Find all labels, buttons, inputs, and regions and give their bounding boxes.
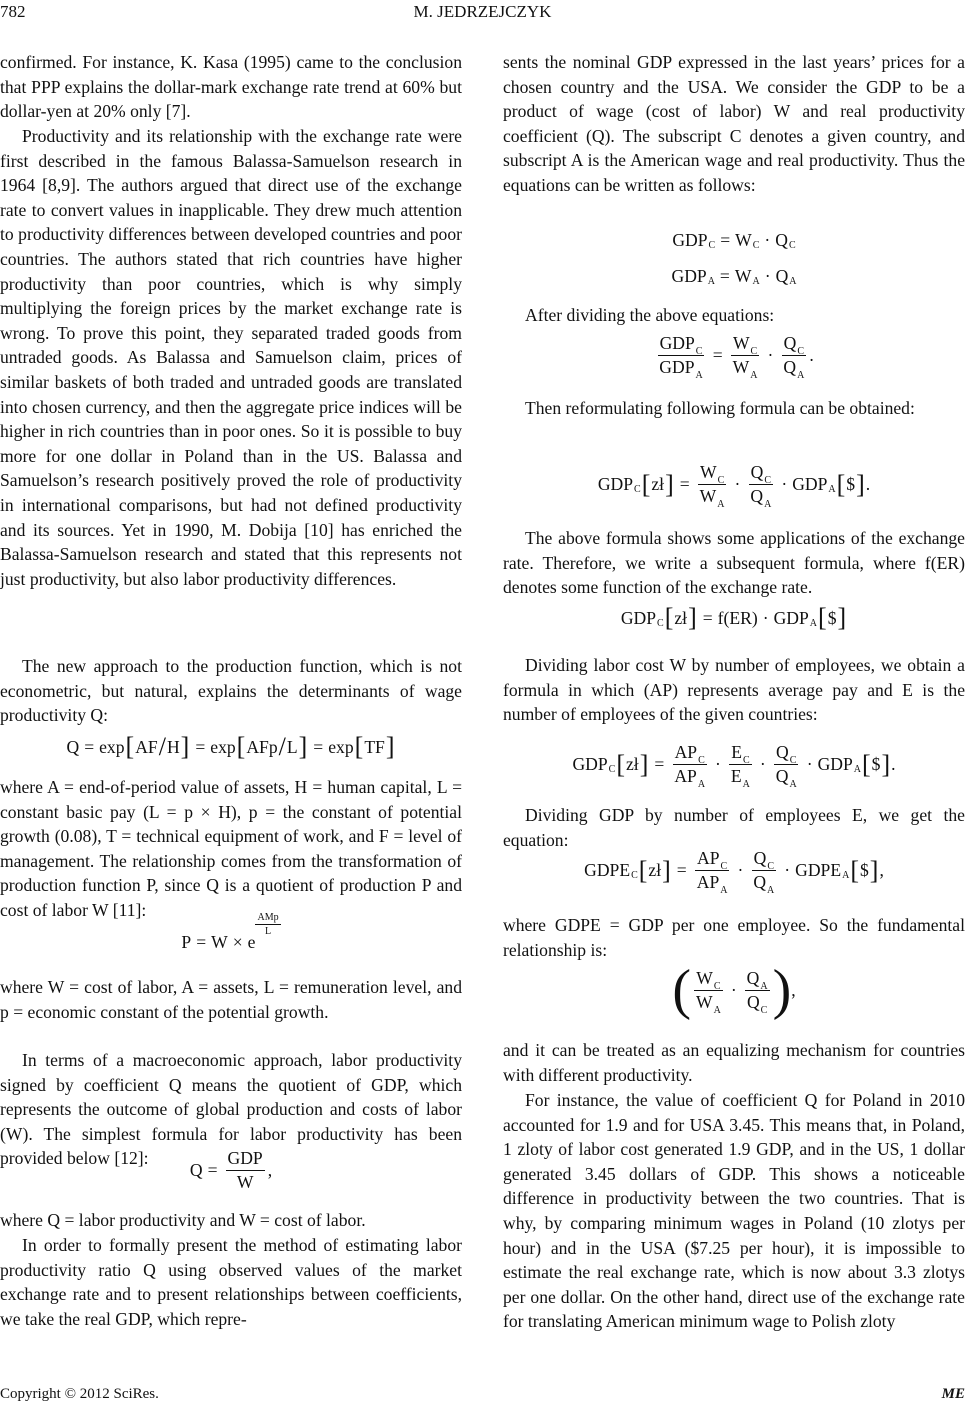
equation-subscript: C [767, 861, 774, 872]
equation-term: GDP [597, 474, 634, 494]
equation-bracket: ] [665, 469, 674, 499]
equation-term: e [247, 932, 256, 952]
equation-bracket: [ [236, 732, 246, 761]
equation-term: Q [783, 333, 797, 353]
equation-subscript: C [789, 755, 797, 766]
equation-term: W [699, 486, 717, 506]
equation-bracket: ] [856, 469, 865, 499]
equation-term: $ [860, 860, 869, 880]
paragraph: In terms of a macroeconomic approach, labor productivity signed by coefficient Q means the quotient of GDP, which represents the outcome of global production and costs of labor (W). The simplest formula for labor productivity has been provided below [12]: [0, 1050, 462, 1169]
equation-bracket: [ [850, 855, 859, 885]
equation-term: H [166, 736, 180, 757]
equation-bracket: [ [125, 732, 135, 761]
equation-operator: · [781, 474, 788, 494]
equation-subscript: A [717, 499, 725, 510]
equation-term: Q [750, 462, 764, 482]
equation-term: GDP [572, 754, 608, 774]
equation-subscript: C [720, 861, 728, 872]
fraction-denominator [695, 871, 730, 896]
equation-term: W [734, 266, 752, 286]
equation-term: GDPE [795, 860, 842, 880]
equation-bracket: ] [869, 855, 879, 885]
equation-subscript: A [797, 370, 805, 381]
equation-fraction [694, 967, 723, 1016]
equation [503, 333, 965, 381]
paragraph: In order to formally present the method of estimating labor productivity ratio Q using observed values of the market exchange rate and to present relationships between coefficients, we take the real GDP, which repre- [0, 1235, 462, 1329]
equation-subscript: A [789, 779, 797, 790]
equation-operator: = [195, 736, 206, 757]
equation-exponent [255, 912, 280, 937]
fraction-denominator [751, 871, 776, 896]
equation-term: GDP [659, 357, 695, 377]
equation-bracket: [ [664, 603, 674, 632]
fraction-denominator [263, 925, 273, 937]
fraction-numerator [729, 742, 751, 765]
equation-term: $ [827, 607, 837, 628]
fraction-denominator [729, 765, 752, 790]
equation-term: AP [674, 766, 697, 786]
equation-term: GDP [227, 1148, 263, 1168]
equation [503, 742, 965, 790]
equation-subscript: A [695, 370, 703, 381]
equation-operator: · [762, 607, 769, 628]
paragraph: Dividing labor cost W by number of employees, we obtain a formula in which (AP) represents average pay and E is the number of employees of the given countries: [503, 655, 965, 725]
equation-term: W [735, 230, 752, 250]
equation-term: W [699, 462, 717, 482]
equation-subscript: A [720, 885, 728, 896]
equation-subscript: A [853, 764, 861, 775]
equation-term: TF [364, 736, 385, 757]
fraction-numerator [774, 742, 798, 765]
equation-operator: = [712, 345, 723, 365]
fraction-denominator [657, 356, 704, 381]
fraction-denominator [235, 1171, 256, 1193]
equation [0, 912, 462, 955]
equation-operator: = [719, 266, 730, 286]
equation-subscript: A [789, 276, 797, 287]
equation [503, 605, 965, 631]
fraction-numerator [731, 333, 759, 356]
equation-term: GDP [620, 607, 657, 628]
equation-operator: = [313, 736, 324, 757]
fraction-denominator [745, 991, 769, 1016]
equation [0, 1148, 462, 1193]
equation-fraction [729, 742, 752, 790]
equation-operator: = [679, 474, 690, 494]
equation-term: AP [696, 872, 720, 892]
equation-term: Q [776, 742, 789, 762]
equation-term: E [730, 766, 742, 786]
equation-term: W [696, 967, 713, 988]
paragraph: Dividing GDP by number of employees E, we get the equation: [503, 805, 965, 850]
equation-bracket: [ [862, 749, 871, 779]
equation-term: , [879, 860, 884, 880]
equation-term: GDP [672, 230, 708, 250]
equation-term: L [264, 926, 272, 937]
running-header-author: M. JEDRZEJCZYK [413, 2, 552, 21]
paragraph: The above formula shows some applications of the exchange rate. Therefore, we write a subsequent formula, where f(ER) denotes some function of the exchange rate. [503, 528, 965, 598]
equation-operator: = [654, 754, 665, 774]
equation-bracket: [ [641, 469, 651, 499]
equation-term: GDPE [584, 860, 631, 880]
right-column [503, 0, 965, 1380]
equation-term: , [267, 1160, 273, 1180]
equation-term: f(ER) [717, 607, 758, 628]
equation-term: GDP [817, 754, 853, 774]
equation-subscript: C [698, 755, 705, 766]
equation-bracket: [ [354, 732, 364, 761]
fraction-denominator [781, 356, 806, 381]
equation-term: Q [750, 486, 764, 506]
fraction-denominator [694, 991, 723, 1016]
equation-bracket: [ [836, 469, 846, 499]
equation-term: Q [66, 736, 80, 757]
equation [503, 266, 965, 287]
equation-subscript: C [752, 240, 760, 251]
equation-term: GDP [773, 607, 809, 628]
equation-operator: = [84, 736, 95, 757]
equation [503, 959, 965, 1021]
equation-subscript: A [828, 484, 836, 495]
paragraph: Then reformulating following formula can be obtained: [525, 398, 915, 418]
equation-subscript: C [608, 764, 616, 775]
equation-bracket: ] [385, 732, 395, 761]
paragraph: and it can be treated as an equalizing mechanism for countries with different productivity. [503, 1040, 965, 1085]
fraction-denominator [698, 485, 727, 510]
equation-subscript: C [634, 484, 641, 495]
fraction-numerator [782, 333, 806, 356]
equation-term: zł [626, 754, 639, 774]
equation-bracket: ] [662, 855, 671, 885]
equation-parenthesis: ) [772, 959, 792, 1021]
equation-term: zł [651, 474, 665, 494]
equation-subscript: C [717, 475, 725, 486]
paragraph: After dividing the above equations: [525, 305, 775, 325]
equation-operator: = [720, 230, 731, 250]
equation-operator: · [715, 754, 721, 774]
equation-operator: · [764, 230, 771, 250]
equation-bracket: [ [818, 603, 827, 632]
equation-operator: = [702, 607, 713, 628]
equation-fraction [774, 742, 799, 790]
equation-term: exp [210, 736, 236, 757]
equation-term: . [865, 474, 871, 494]
equation-fraction [255, 912, 280, 937]
equation-subscript: A [767, 885, 775, 896]
equation-term: P [181, 932, 192, 952]
page-number: 782 [0, 2, 26, 21]
equation-subscript: C [695, 346, 703, 357]
equation-subscript: C [789, 240, 796, 251]
equation-term: AP [674, 742, 698, 762]
fraction-numerator [658, 333, 705, 356]
fraction-numerator [698, 462, 726, 485]
equation-term: , [791, 979, 796, 1000]
fraction-denominator [774, 765, 799, 790]
equation-bracket: ] [837, 603, 847, 632]
equation-operator: · [730, 979, 737, 1000]
paragraph: confirmed. For instance, K. Kasa (1995) came to the conclusion that PPP explains the dollar-mark exchange rate trend at 60% but dollar-yen at 20% only [7]. [0, 52, 462, 122]
equation-term: zł [674, 607, 688, 628]
equation-fraction [695, 848, 730, 896]
equation-term: exp [328, 736, 354, 757]
equation-term: W [695, 991, 713, 1012]
equation-term: E [731, 742, 742, 762]
equation-subscript: A [809, 617, 818, 629]
equation [503, 230, 965, 251]
equation-bracket: ] [688, 603, 697, 632]
equation-fraction [745, 967, 770, 1016]
fraction-denominator [731, 356, 760, 381]
paragraph: where Q = labor productivity and W = cost of labor. [0, 1210, 366, 1230]
equation-fraction [226, 1148, 265, 1193]
fraction-numerator [749, 462, 773, 485]
equation [503, 848, 965, 896]
equation-subscript: C [657, 617, 664, 629]
equation-term: Q [775, 266, 789, 286]
fraction-numerator [695, 848, 729, 871]
equation-subscript: C [764, 475, 772, 486]
equation-term: exp [99, 736, 125, 757]
equation-term: Q [783, 357, 797, 377]
paragraph: The new approach to the production function, which is not econometric, but natural, explains the determinants of wage productivity Q: [0, 656, 462, 726]
equation-bracket: / [278, 732, 286, 761]
equation-fraction [657, 333, 704, 381]
equation-operator: · [764, 266, 771, 286]
equation-bracket: [ [616, 749, 625, 779]
equation-subscript: A [760, 980, 768, 992]
paragraph: where W = cost of labor, A = assets, L = remuneration level, and p = economic constant of the potential growth. [0, 977, 462, 1022]
equation-term: Q [753, 848, 767, 868]
equation-subscript: C [708, 240, 716, 251]
left-column [0, 0, 462, 1380]
equation-operator: = [196, 932, 207, 952]
equation-term: AF [135, 736, 158, 757]
equation-fraction [748, 462, 773, 510]
equation-term: Q [189, 1160, 203, 1180]
equation-term: $ [871, 754, 881, 774]
paragraph: where GDPE = GDP per one employee. So the fundamental relationship is: [503, 915, 965, 960]
equation-term: W [211, 932, 228, 952]
equation-bracket: [ [638, 855, 648, 885]
fraction-denominator [748, 485, 773, 510]
equation-subscript: C [631, 870, 638, 881]
equation-term: AFp [246, 736, 278, 757]
equation-term: Q [775, 230, 788, 250]
equation-term: Q [775, 766, 789, 786]
copyright: Copyright © 2012 SciRes. [0, 1386, 159, 1402]
equation-fraction [751, 848, 776, 896]
equation-fraction [731, 333, 760, 381]
equation [0, 734, 462, 760]
equation-operator: · [737, 860, 744, 880]
equation-subscript: A [750, 370, 758, 381]
fraction-numerator [673, 742, 707, 765]
equation-term: . [809, 345, 814, 365]
equation-term: W [732, 357, 750, 377]
equation-subscript: A [752, 276, 760, 287]
fraction-numerator [745, 968, 770, 991]
equation-bracket: / [158, 732, 166, 761]
equation-fraction [698, 462, 727, 510]
equation-operator: = [676, 860, 687, 880]
equation-term: AMp [257, 912, 279, 923]
equation-term: W [732, 333, 750, 353]
equation-term: Q [746, 967, 760, 988]
equation-term: zł [648, 860, 662, 880]
equation-term: GDP [792, 474, 828, 494]
paragraph: sents the nominal GDP expressed in the last years’ prices for a chosen country and the USA. We consider the GDP to be a product of wage (cost of labor) W and real productivity coefficient (Q). The subscript C denotes a given country, and subscript A is the American wage and real productivity. Thus the equations can be written as follows: [503, 52, 965, 195]
equation-subscript: A [742, 779, 750, 790]
equation-subscript: C [797, 346, 805, 357]
equation [503, 462, 965, 510]
fraction-numerator [255, 912, 280, 925]
equation-bracket: ] [180, 732, 190, 761]
equation-operator: = [207, 1160, 218, 1180]
equation-term: $ [846, 474, 856, 494]
equation-subscript: A [697, 779, 706, 790]
equation-term: Q [753, 872, 767, 892]
equation-term: Q [746, 991, 760, 1012]
equation-term: GDP [659, 333, 695, 353]
journal-abbreviation: ME [941, 1386, 965, 1402]
equation-operator: · [734, 474, 741, 494]
equation-bracket: ] [639, 749, 649, 779]
equation-subscript: C [713, 980, 721, 992]
equation-subscript: A [707, 276, 715, 287]
paragraph: For instance, the value of coefficient Q for Poland in 2010 accounted for 1.9 and for USA 3.45. This means that, in Poland, 1 zloty of labor cost generated 1.9 GDP, and in the US, 1 dollar generated 3.45 dollars of GDP. This shows a noticeable difference in productivity between the two countries. That is why, by comparing minimum wages in Poland (10 zlotys per hour) and in the USA ($7.25 per hour), it is impossible to estimate the real exchange rate, which is now about 3.3 zlotys per one dollar. On the other hand, direct use of the exchange rate for translating American minimum wage to Polish zloty [503, 1090, 965, 1332]
equation-subscript: A [842, 870, 850, 881]
equation-operator: · [759, 754, 766, 774]
equation-operator: · [806, 754, 813, 774]
equation-bracket: ] [881, 749, 891, 779]
equation-term: L [286, 736, 298, 757]
fraction-numerator [694, 968, 722, 991]
equation-fraction [781, 333, 806, 381]
paragraph: Productivity and its relationship with the exchange rate were first described in the famous Balassa-Samuelson research in 1964 [8,9]. The authors argued that direct use of the exchange rate to convert values in inapplicable. They drew much attention to productivity differences between developed countries and poor countries. The authors stated that rich countries have higher productivity than poor countries, which is why simply multiplying the foreign prices by the market exchange rate is wrong. To prove this point, they separated traded goods from untraded goods. As Balassa and Samuelson claim, prices of similar baskets of both traded and untraded goods are translated into chosen currency, and then the aggregate price indices will be higher in rich countries than in poor ones. So it is possible to buy more for one dollar in Poland than in the US. Balassa and Samuelson’s research positively proved the role of productivity in international comparisons, but had not defined productivity and its sources. Yet in 1990, M. Dobija [10] has enriched the Balassa-Samuelson research and stated that this represents not just productivity, but also labor productivity differences. [0, 126, 462, 589]
equation-operator: × [232, 932, 243, 952]
equation-term: . [891, 754, 896, 774]
equation-term: W [236, 1172, 254, 1192]
equation-bracket: ] [298, 732, 308, 761]
fraction-numerator [226, 1148, 265, 1171]
equation-term: AP [697, 848, 720, 868]
equation-operator: · [784, 860, 791, 880]
fraction-denominator [672, 765, 707, 790]
equation-subscript: C [750, 346, 758, 357]
equation-subscript: C [760, 1004, 768, 1016]
equation-parenthesis: ( [672, 959, 691, 1021]
equation-subscript: A [764, 499, 772, 510]
equation-subscript: C [742, 755, 750, 766]
fraction-numerator [752, 848, 776, 871]
equation-term: GDP [671, 266, 707, 286]
equation-fraction [672, 742, 707, 790]
equation-operator: · [767, 345, 774, 365]
equation-subscript: A [713, 1004, 721, 1016]
paragraph: where A = end-of-period value of assets, H = human capital, L = constant basic pay (L = p × H), p = the constant of potential growth (0.08), T = technical equipment of work, and F = level of management. The relationship comes from the transformation of production function P, since Q is a quotient of production P and cost of labor W [11]: [0, 777, 462, 920]
